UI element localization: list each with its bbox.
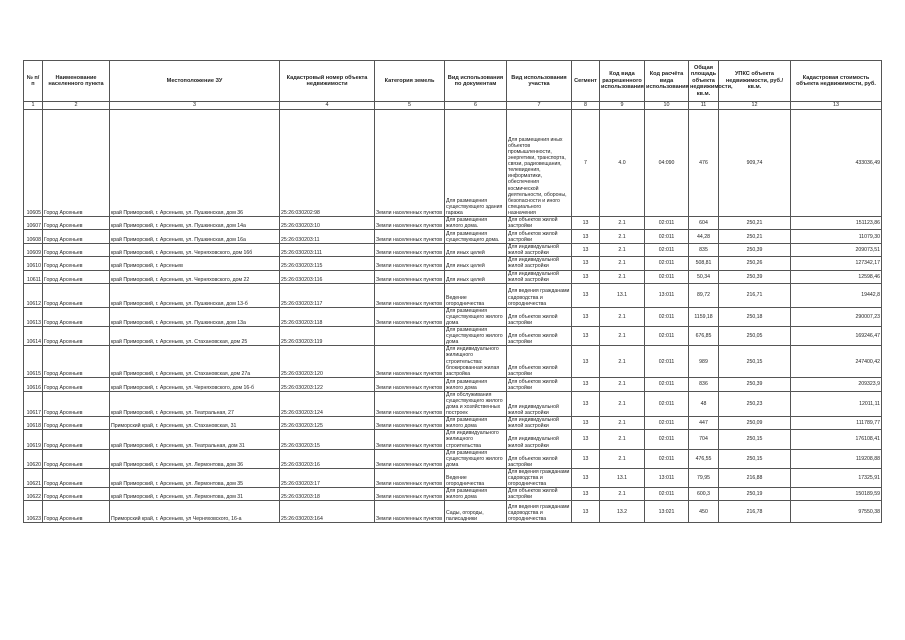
column-header: Общая площадь объекта недвижимости, кв.м. xyxy=(689,61,719,102)
table-row xyxy=(24,217,882,230)
table-cell: 02:011 xyxy=(645,488,689,501)
table-cell: 79,95 xyxy=(689,468,719,487)
table-cell: Земли населенных пунктов xyxy=(375,468,445,487)
table-cell: 10622 xyxy=(24,488,43,501)
table-cell: 13 xyxy=(572,327,600,346)
table-cell: 13 xyxy=(572,230,600,244)
table-cell: Город Арсеньев xyxy=(43,346,110,377)
table-row xyxy=(24,230,882,244)
table-cell: Для размещения жилого дома xyxy=(445,488,507,501)
table-cell: Для индивидуальной жилой застройки xyxy=(507,417,572,430)
table-cell: Город Арсеньев xyxy=(43,430,110,449)
table-cell: 250,23 xyxy=(719,391,791,416)
column-number: 5 xyxy=(375,102,445,110)
table-cell: Ведение огородничества xyxy=(445,468,507,487)
table-cell: 02:011 xyxy=(645,391,689,416)
table-row xyxy=(24,377,882,391)
table-cell: Земли населенных пунктов xyxy=(375,501,445,523)
table-cell: 02:011 xyxy=(645,346,689,377)
table-cell: 13 xyxy=(572,377,600,391)
table-cell: 1159,18 xyxy=(689,307,719,326)
table-cell: 13.1 xyxy=(600,468,645,487)
table-cell: край Приморский, г. Арсеньев, ул. Стахановская, дом 27а xyxy=(110,346,280,377)
table-cell: 2.1 xyxy=(600,377,645,391)
column-number: 10 xyxy=(645,102,689,110)
table-cell: Город Арсеньев xyxy=(43,449,110,468)
table-cell: 02:011 xyxy=(645,430,689,449)
column-header: Кадастровая стоимость объекта недвижимости, руб. xyxy=(791,61,882,102)
table-row xyxy=(24,449,882,468)
table-cell: 250,09 xyxy=(719,417,791,430)
table-cell: 250,39 xyxy=(719,270,791,283)
table-cell: 2.1 xyxy=(600,449,645,468)
table-cell: 119208,88 xyxy=(791,449,882,468)
table-cell: Для объектов жилой застройки xyxy=(507,377,572,391)
table-cell: 13 xyxy=(572,391,600,416)
table-cell: 13 xyxy=(572,270,600,283)
table-cell: 25:26:030203:11 xyxy=(280,230,375,244)
table-cell: 209073,51 xyxy=(791,244,882,257)
table-cell: 2.1 xyxy=(600,327,645,346)
table-cell: Приморский край, г. Арсеньев, ул. Стахановская, 31 xyxy=(110,417,280,430)
table-cell: 2.1 xyxy=(600,244,645,257)
table-cell: Город Арсеньев xyxy=(43,391,110,416)
document-sheet xyxy=(23,60,881,523)
table-cell: Город Арсеньев xyxy=(43,230,110,244)
table-cell: 11079,30 xyxy=(791,230,882,244)
table-cell: Земли населенных пунктов xyxy=(375,391,445,416)
column-header: Кадастровый номер объекта недвижимости xyxy=(280,61,375,102)
table-cell: 127342,17 xyxy=(791,257,882,270)
table-cell: 13 xyxy=(572,468,600,487)
table-cell: 4.0 xyxy=(600,110,645,217)
table-cell: Земли населенных пунктов xyxy=(375,430,445,449)
table-cell: Для индивидуальной жилой застройки xyxy=(507,257,572,270)
table-cell: 10621 xyxy=(24,468,43,487)
table-cell: 209323,9 xyxy=(791,377,882,391)
column-header: Сегмент xyxy=(572,61,600,102)
table-cell: край Приморский, г. Арсеньев, ул. Пушкинская, дом 13а xyxy=(110,307,280,326)
table-cell: 13 xyxy=(572,217,600,230)
table-cell: 508,81 xyxy=(689,257,719,270)
table-cell: 10613 xyxy=(24,307,43,326)
table-cell: 13 xyxy=(572,257,600,270)
table-cell: 10618 xyxy=(24,417,43,430)
table-cell: Приморский край, г. Арсеньев, ул Черняховского, 16-а xyxy=(110,501,280,523)
table-cell: 02:011 xyxy=(645,230,689,244)
table-cell: 25:26:030203:164 xyxy=(280,501,375,523)
table-cell: 250,15 xyxy=(719,430,791,449)
table-cell: 250,21 xyxy=(719,230,791,244)
table-cell: 25:26:030203:124 xyxy=(280,391,375,416)
table-row xyxy=(24,110,882,217)
table-cell: 676,85 xyxy=(689,327,719,346)
table-row xyxy=(24,270,882,283)
table-cell: Земли населенных пунктов xyxy=(375,257,445,270)
table-cell: 150189,59 xyxy=(791,488,882,501)
table-cell: Город Арсеньев xyxy=(43,257,110,270)
table-cell: 10614 xyxy=(24,327,43,346)
table-cell: 02:011 xyxy=(645,417,689,430)
column-number: 9 xyxy=(600,102,645,110)
table-cell: 2.1 xyxy=(600,417,645,430)
table-cell: 44,28 xyxy=(689,230,719,244)
column-header: УПКС объекта недвижимости, руб./кв.м. xyxy=(719,61,791,102)
table-cell: Город Арсеньев xyxy=(43,244,110,257)
table-cell: 02:011 xyxy=(645,217,689,230)
table-cell: Для иных целей xyxy=(445,257,507,270)
table-cell: 250,39 xyxy=(719,377,791,391)
table-cell: 10610 xyxy=(24,257,43,270)
table-cell: 10609 xyxy=(24,244,43,257)
table-cell: 25:26:030203:119 xyxy=(280,327,375,346)
table-cell: Земли населенных пунктов xyxy=(375,270,445,283)
table-cell: Для размещения существующего жилого дома xyxy=(445,449,507,468)
table-cell: 2.1 xyxy=(600,307,645,326)
table-cell: Город Арсеньев xyxy=(43,417,110,430)
table-cell: Для объектов жилой застройки xyxy=(507,327,572,346)
table-cell: Земли населенных пунктов xyxy=(375,346,445,377)
table-cell: край Приморский, г. Арсеньев, ул. Лермонтова, дом 35 xyxy=(110,468,280,487)
table-cell: 25:26:030203:10 xyxy=(280,217,375,230)
table-cell: Сады, огороды, палисадники xyxy=(445,501,507,523)
table-cell: Для размещения жилого дома xyxy=(445,377,507,391)
table-cell: 04:090 xyxy=(645,110,689,217)
table-cell: 25:26:030203:15 xyxy=(280,430,375,449)
table-cell: 19442,8 xyxy=(791,283,882,307)
table-cell: 476 xyxy=(689,110,719,217)
table-cell: Земли населенных пунктов xyxy=(375,110,445,217)
table-cell: край Приморский, г. Арсеньев xyxy=(110,257,280,270)
table-cell: Для объектов жилой застройки xyxy=(507,346,572,377)
table-cell: 89,72 xyxy=(689,283,719,307)
table-cell: Ведение огородничества xyxy=(445,283,507,307)
table-cell: 02:011 xyxy=(645,449,689,468)
column-number: 11 xyxy=(689,102,719,110)
table-cell: Город Арсеньев xyxy=(43,283,110,307)
table-cell: 25:26:030203:115 xyxy=(280,257,375,270)
table-cell: 600,3 xyxy=(689,488,719,501)
table-cell: 17325,91 xyxy=(791,468,882,487)
table-cell: Город Арсеньев xyxy=(43,327,110,346)
table-cell: край Приморский, г. Арсеньев, ул. Черняховского, дом 16б xyxy=(110,244,280,257)
table-cell: Земли населенных пунктов xyxy=(375,449,445,468)
table-cell: Для размещения жилого дома xyxy=(445,417,507,430)
table-cell: 13 xyxy=(572,283,600,307)
table-cell: 2.1 xyxy=(600,391,645,416)
table-cell: 25:26:030203:122 xyxy=(280,377,375,391)
table-cell: 12011,11 xyxy=(791,391,882,416)
table-cell: 250,19 xyxy=(719,488,791,501)
table-cell: Город Арсеньев xyxy=(43,307,110,326)
table-cell: 10620 xyxy=(24,449,43,468)
table-cell: Земли населенных пунктов xyxy=(375,217,445,230)
table-cell: 25:26:030203:120 xyxy=(280,346,375,377)
table-cell: 111789,77 xyxy=(791,417,882,430)
table-cell: Для объектов жилой застройки xyxy=(507,217,572,230)
table-cell: 25:26:030203:111 xyxy=(280,244,375,257)
table-cell: Город Арсеньев xyxy=(43,501,110,523)
table-cell: край Приморский, г. Арсеньев, ул. Театральная, дом 31 xyxy=(110,430,280,449)
table-row xyxy=(24,430,882,449)
table-cell: 13.1 xyxy=(600,283,645,307)
table-cell: край Приморский, г. Арсеньев, ул. Пушкинская, дом 14а xyxy=(110,217,280,230)
table-cell: 2.1 xyxy=(600,257,645,270)
table-cell: 25:26:030203:17 xyxy=(280,468,375,487)
table-cell: 250,26 xyxy=(719,257,791,270)
column-number: 7 xyxy=(507,102,572,110)
table-cell: край Приморский, г. Арсеньев, ул. Лермонтова, дом 36 xyxy=(110,449,280,468)
table-cell: Земли населенных пунктов xyxy=(375,307,445,326)
table-cell: 25:26:030203:18 xyxy=(280,488,375,501)
table-cell: 25:26:030203:117 xyxy=(280,283,375,307)
table-cell: 2.1 xyxy=(600,488,645,501)
table-cell: Для объектов жилой застройки xyxy=(507,449,572,468)
table-cell: 10615 xyxy=(24,346,43,377)
table-cell: Для объектов жилой застройки xyxy=(507,488,572,501)
table-cell: 25:26:030203:125 xyxy=(280,417,375,430)
land-parcel-table xyxy=(23,60,882,523)
table-cell: 13:011 xyxy=(645,468,689,487)
table-cell: Для размещения существующего жилого дома xyxy=(445,327,507,346)
table-cell: 25:26:030203:16 xyxy=(280,449,375,468)
table-cell: 250,05 xyxy=(719,327,791,346)
table-row xyxy=(24,346,882,377)
table-cell: Для размещения существующего жилого дома xyxy=(445,307,507,326)
table-row xyxy=(24,327,882,346)
table-row xyxy=(24,257,882,270)
table-cell: 10608 xyxy=(24,230,43,244)
table-cell: 2.1 xyxy=(600,270,645,283)
column-number: 2 xyxy=(43,102,110,110)
table-cell: 250,18 xyxy=(719,307,791,326)
table-cell: 02:011 xyxy=(645,257,689,270)
column-header: Код вида разрешенного использования xyxy=(600,61,645,102)
table-cell: 909,74 xyxy=(719,110,791,217)
table-cell: 02:011 xyxy=(645,377,689,391)
table-cell: край Приморский, г. Арсеньев, ул. Лермонтова, дом 31 xyxy=(110,488,280,501)
table-cell: 290007,23 xyxy=(791,307,882,326)
column-number-row xyxy=(24,102,882,110)
table-cell: 13:011 xyxy=(645,283,689,307)
table-cell: Земли населенных пунктов xyxy=(375,417,445,430)
table-cell: 10619 xyxy=(24,430,43,449)
table-cell: 25:26:030203:116 xyxy=(280,270,375,283)
table-cell: 02:011 xyxy=(645,327,689,346)
table-cell: край Приморский, г. Арсеньев, ул. Пушкинская, дом 13-б xyxy=(110,283,280,307)
table-cell: Город Арсеньев xyxy=(43,377,110,391)
table-cell: 48 xyxy=(689,391,719,416)
table-cell: Для иных целей xyxy=(445,244,507,257)
table-cell: 250,21 xyxy=(719,217,791,230)
table-cell: Для объектов жилой застройки xyxy=(507,307,572,326)
column-number: 4 xyxy=(280,102,375,110)
table-cell: Для индивидуального жилищного строительства xyxy=(445,430,507,449)
table-row xyxy=(24,417,882,430)
column-header: Вид использования участка xyxy=(507,61,572,102)
table-cell: 10612 xyxy=(24,283,43,307)
table-cell: Земли населенных пунктов xyxy=(375,244,445,257)
column-number: 8 xyxy=(572,102,600,110)
table-cell: Для ведения гражданами садоводства и огородничества xyxy=(507,283,572,307)
table-cell: Для размещения существующего здания гаража xyxy=(445,110,507,217)
table-cell: 835 xyxy=(689,244,719,257)
table-cell: 2.1 xyxy=(600,217,645,230)
column-number: 12 xyxy=(719,102,791,110)
table-cell: 13 xyxy=(572,501,600,523)
column-number: 6 xyxy=(445,102,507,110)
table-cell: Для размещения иных объектов промышленности, энергетики, транспорта, связи, радиовещания, телевидения, информатики, обеспечения космической деятельности, обороны, безопасности и иного специального назначения xyxy=(507,110,572,217)
table-cell: 10611 xyxy=(24,270,43,283)
table-cell: 447 xyxy=(689,417,719,430)
table-cell: Город Арсеньев xyxy=(43,488,110,501)
column-header: Код расчёта вида использования xyxy=(645,61,689,102)
table-cell: 50,34 xyxy=(689,270,719,283)
table-cell: 97550,38 xyxy=(791,501,882,523)
table-cell: 25:26:030203:118 xyxy=(280,307,375,326)
table-cell: Для размещения существующего дома. xyxy=(445,230,507,244)
table-cell: Земли населенных пунктов xyxy=(375,488,445,501)
table-cell: 13 xyxy=(572,307,600,326)
table-cell: 10616 xyxy=(24,377,43,391)
table-cell: 13 xyxy=(572,430,600,449)
table-cell: 704 xyxy=(689,430,719,449)
table-cell: 13:021 xyxy=(645,501,689,523)
table-row xyxy=(24,391,882,416)
table-cell: 2.1 xyxy=(600,430,645,449)
table-cell: 433036,49 xyxy=(791,110,882,217)
table-cell: Город Арсеньев xyxy=(43,217,110,230)
table-cell: 7 xyxy=(572,110,600,217)
table-cell: 176108,41 xyxy=(791,430,882,449)
table-cell: 02:011 xyxy=(645,270,689,283)
table-row xyxy=(24,244,882,257)
table-cell: 604 xyxy=(689,217,719,230)
table-cell: 2.1 xyxy=(600,346,645,377)
table-cell: Для индивидуальной жилой застройки xyxy=(507,430,572,449)
table-row xyxy=(24,488,882,501)
column-header: № п/п xyxy=(24,61,43,102)
table-row xyxy=(24,501,882,523)
column-header: Вид использования по документам xyxy=(445,61,507,102)
table-cell: 13 xyxy=(572,488,600,501)
table-cell: 02:011 xyxy=(645,307,689,326)
table-cell: 216,71 xyxy=(719,283,791,307)
table-cell xyxy=(375,327,445,346)
table-cell: 10607 xyxy=(24,217,43,230)
table-row xyxy=(24,307,882,326)
table-cell: 13.2 xyxy=(600,501,645,523)
table-cell: Город Арсеньев xyxy=(43,270,110,283)
table-cell: край Приморский, г. Арсеньев, ул. Пушкинская, дом 16а xyxy=(110,230,280,244)
table-cell: край Приморский, г. Арсеньев, ул. Театральная, 27 xyxy=(110,391,280,416)
table-cell: Для индивидуального жилищного строительства: блокированная жилая застройка xyxy=(445,346,507,377)
table-cell: 10623 xyxy=(24,501,43,523)
table-cell: 250,15 xyxy=(719,449,791,468)
table-cell: 247400,42 xyxy=(791,346,882,377)
table-cell: Для объектов жилой застройки xyxy=(507,230,572,244)
column-header: Наименование населенного пункта xyxy=(43,61,110,102)
table-cell: край Приморский, г. Арсеньев, ул. Черняховского, дом 16-б xyxy=(110,377,280,391)
table-cell: край Приморский, г. Арсеньев, ул. Стахановская, дом 25 xyxy=(110,327,280,346)
table-cell: Для ведения гражданами садоводства и огородничества xyxy=(507,468,572,487)
table-cell: 250,15 xyxy=(719,346,791,377)
table-cell: 216,78 xyxy=(719,501,791,523)
column-header: Категория земель xyxy=(375,61,445,102)
table-cell: Для индивидуальной жилой застройки xyxy=(507,270,572,283)
table-cell: 25:26:030202:98 xyxy=(280,110,375,217)
header-row xyxy=(24,61,882,102)
table-cell: Земли населенных пунктов xyxy=(375,283,445,307)
table-cell: 216,88 xyxy=(719,468,791,487)
column-number: 13 xyxy=(791,102,882,110)
table-cell: 151123,86 xyxy=(791,217,882,230)
table-cell: Для обслуживания существующего жилого дома и хозяйственных построек xyxy=(445,391,507,416)
table-cell: Город Арсеньев xyxy=(43,110,110,217)
table-cell: 02:011 xyxy=(645,244,689,257)
table-cell: Земли населенных пунктов xyxy=(375,230,445,244)
table-cell: 13 xyxy=(572,417,600,430)
table-cell: 10605 xyxy=(24,110,43,217)
table-cell: Для индивидуальной жилой застройки xyxy=(507,391,572,416)
table-cell: 836 xyxy=(689,377,719,391)
column-header: Местоположение ЗУ xyxy=(110,61,280,102)
table-cell: 169246,47 xyxy=(791,327,882,346)
table-cell: Для иных целей xyxy=(445,270,507,283)
table-cell: 10617 xyxy=(24,391,43,416)
table-cell: Земли населенных пунктов xyxy=(375,377,445,391)
table-cell: Для размещения жилого дома. xyxy=(445,217,507,230)
table-cell: 450 xyxy=(689,501,719,523)
table-cell: 13 xyxy=(572,244,600,257)
table-cell: 12598,46 xyxy=(791,270,882,283)
table-cell: 250,39 xyxy=(719,244,791,257)
table-cell: 989 xyxy=(689,346,719,377)
table-cell: 2.1 xyxy=(600,230,645,244)
table-cell: 476,55 xyxy=(689,449,719,468)
table-cell: 13 xyxy=(572,449,600,468)
table-cell: 13 xyxy=(572,346,600,377)
table-cell: Для ведения гражданами садоводства и огородничества xyxy=(507,501,572,523)
table-row xyxy=(24,468,882,487)
column-number: 3 xyxy=(110,102,280,110)
table-cell: Для индивидуальной жилой застройки xyxy=(507,244,572,257)
table-cell: Город Арсеньев xyxy=(43,468,110,487)
column-number: 1 xyxy=(24,102,43,110)
table-cell: край Приморский, г. Арсеньев, ул. Пушкинская, дом 36 xyxy=(110,110,280,217)
table-row xyxy=(24,283,882,307)
table-cell: край Приморский, г. Арсеньев, ул. Черняховского, дом 22 xyxy=(110,270,280,283)
